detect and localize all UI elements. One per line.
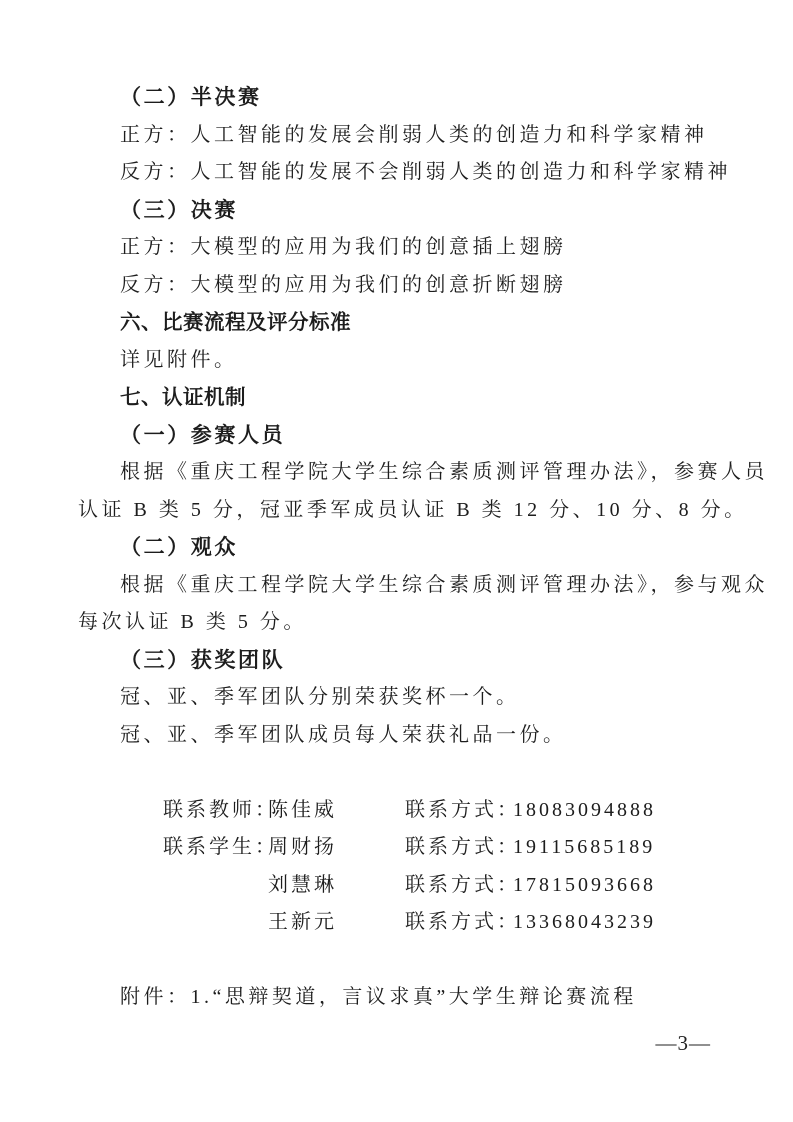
subsection-heading-participants: （一）参赛人员 [120,422,286,447]
contact-method-label: 联系方式： [405,836,520,858]
contact-phone: 13368043239 [513,911,656,933]
final-con-line: 反方：大模型的应用为我们的创意折断翅膀 [120,273,567,296]
contact-phone: 18083094888 [513,798,656,821]
contact-label: 联系教师： [163,798,278,821]
contact-name: 刘慧琳 [268,873,337,896]
audience-para-line-1: 根据《重庆工程学院大学生综合素质测评管理办法》，参与观众 [120,573,768,596]
contact-label: 联系学生： [163,836,278,858]
contact-method-label: 联系方式： [405,873,520,896]
page-number: —3— [655,1031,711,1055]
contact-name: 王新元 [268,911,337,933]
contact-block [163,792,758,942]
winners-gift-line: 冠、亚、季军团队成员每人荣获礼品一份。 [120,723,567,746]
winners-trophy-line: 冠、亚、季军团队分别荣获奖杯一个。 [120,686,520,708]
contact-name: 周财扬 [268,836,337,858]
subsection-heading-final: （三）决赛 [120,197,238,222]
semifinal-pro-line: 正方：人工智能的发展会削弱人类的创造力和科学家精神 [120,123,708,146]
blank-line [78,942,758,980]
attachment-line: 附件：1.“思辩契道，言议求真”大学生辩论赛流程 [120,986,637,1008]
contact-label [163,867,268,905]
contact-method-label: 联系方式： [405,798,520,821]
subsection-heading-audience: （二）观众 [120,535,238,559]
contact-name: 陈佳威 [268,798,337,821]
section-heading-process: 六、比赛流程及评分标准 [120,311,351,334]
semifinal-con-line: 反方：人工智能的发展不会削弱人类的创造力和科学家精神 [120,161,731,183]
process-see-attachment-line: 详见附件。 [120,348,238,371]
document-body [78,79,768,1017]
final-pro-line: 正方：大模型的应用为我们的创意插上翅膀 [120,236,567,258]
audience-para-line-2: 每次认证 B 类 5 分。 [78,611,307,633]
participants-para-line-2: 认证 B 类 5 分，冠亚季军成员认证 B 类 12 分、10 分、8 分。 [78,498,748,521]
contact-phone: 17815093668 [513,873,656,896]
section-heading-certification: 七、认证机制 [120,386,246,409]
blank-line [78,754,758,792]
subsection-heading-winning-teams: （三）获奖团队 [120,647,286,672]
contact-method-label: 联系方式： [405,911,520,933]
contact-phone: 19115685189 [513,836,656,858]
participants-para-line-1: 根据《重庆工程学院大学生综合素质测评管理办法》，参赛人员 [120,461,768,483]
subsection-heading-semifinal: （二）半决赛 [120,85,262,109]
contact-label [163,904,268,942]
